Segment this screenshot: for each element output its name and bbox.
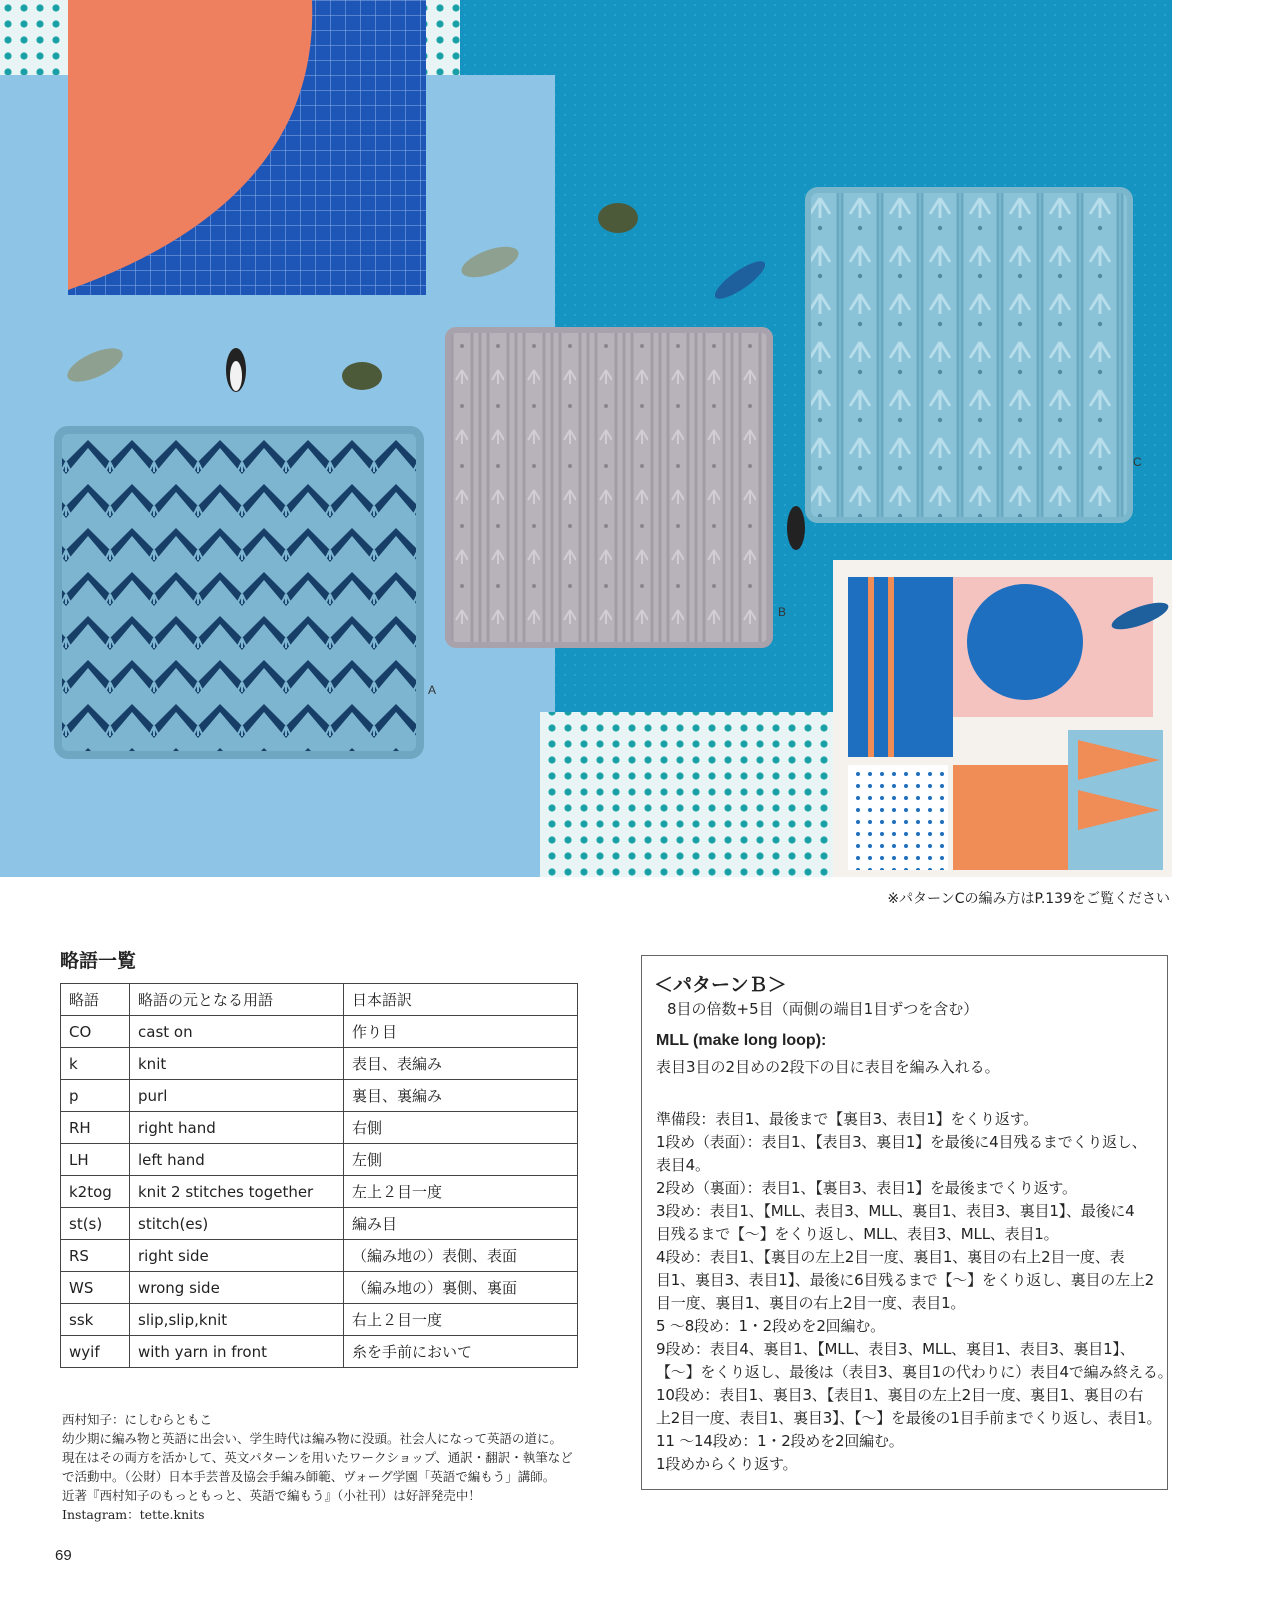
instruction-line: 10段め：表目1、裏目3、【表目1、裏目の左上2目一度、裏目1、裏目の右 (656, 1386, 1144, 1404)
table-row (61, 1208, 578, 1240)
pattern-instructions (656, 1108, 1173, 1476)
translation-cell: 表目、表編み (344, 1048, 578, 1080)
term-cell: right side (130, 1240, 344, 1272)
abbr-cell: LH (61, 1144, 130, 1176)
term-cell: left hand (130, 1144, 344, 1176)
term-cell: cast on (130, 1016, 344, 1048)
abbreviation-table (60, 983, 578, 1368)
swatch-label-a: A (428, 683, 437, 697)
abbr-cell: RS (61, 1240, 130, 1272)
table-row (61, 1336, 578, 1368)
abbr-cell: st(s) (61, 1208, 130, 1240)
header-cell: 略語 (61, 984, 130, 1016)
instruction-line: 準備段：表目1、最後まで【裏目3、表目1】をくり返す。 (656, 1110, 1039, 1128)
bio-line: 近著『西村知子のもっともっと、英語で編もう』（小社刊）は好評発売中！ (62, 1488, 481, 1503)
mll-title: MLL (make long loop): (656, 1032, 827, 1049)
instruction-line: 2段め（裏面）：表目1、【裏目3、表目1】を最後までくり返す。 (656, 1179, 1077, 1197)
table-row (61, 1240, 578, 1272)
instruction-line: 【〜】をくり返し、最後は（表目3、裏目1の代わりに）表目4で編み終える。 (656, 1363, 1173, 1381)
table-header-row (61, 984, 578, 1016)
bio-line: Instagram：tette.knits (62, 1507, 205, 1522)
translation-cell: （編み地の）裏側、裏面 (344, 1272, 578, 1304)
abbr-cell: WS (61, 1272, 130, 1304)
term-cell: right hand (130, 1112, 344, 1144)
table-row (61, 1048, 578, 1080)
term-cell: knit (130, 1048, 344, 1080)
abbr-cell: k2tog (61, 1176, 130, 1208)
instruction-line: 1段め（表面）：表目1、【表目3、裏目1】を最後に4目残るまでくり返し、 (656, 1133, 1147, 1151)
translation-cell: 右上２目一度 (344, 1304, 578, 1336)
instruction-line: 1段めからくり返す。 (656, 1455, 798, 1473)
abbr-cell: k (61, 1048, 130, 1080)
translation-cell: 糸を手前において (344, 1336, 578, 1368)
swatch-label-c: C (1133, 455, 1142, 469)
term-cell: knit 2 stitches together (130, 1176, 344, 1208)
mll-description: 表目3目の2目めの2段下の目に表目を編み入れる。 (656, 1058, 1000, 1076)
translation-cell: （編み地の）表側、表面 (344, 1240, 578, 1272)
instruction-line: 表目4。 (656, 1156, 710, 1174)
table-row (61, 1080, 578, 1112)
term-cell: stitch(es) (130, 1208, 344, 1240)
bio-line: で活動中。（公財）日本手芸普及協会手編み師範、ヴォーグ学園「英語で編もう」講師。 (62, 1469, 556, 1484)
table-row (61, 1144, 578, 1176)
term-cell: with yarn in front (130, 1336, 344, 1368)
translation-cell: 作り目 (344, 1016, 578, 1048)
abbr-cell: ssk (61, 1304, 130, 1336)
instruction-line: 4段め：表目1、【裏目の左上2目一度、裏目1、裏目の右上2目一度、表 (656, 1248, 1125, 1266)
abbr-cell: RH (61, 1112, 130, 1144)
pattern-b-box (641, 955, 1173, 1490)
term-cell: purl (130, 1080, 344, 1112)
table-row (61, 1112, 578, 1144)
bio-line: 幼少期に編み物と英語に出会い、学生時代は編み物に没頭。社会人になって英語の道に。 (62, 1431, 563, 1446)
instruction-line: 目1、裏目3、表目1】、最後に6目残るまで【〜】をくり返し、裏目の左上2 (656, 1271, 1155, 1289)
translation-cell: 編み目 (344, 1208, 578, 1240)
instruction-line: 目一度、裏目1、裏目の右上2目一度、表目1。 (656, 1294, 966, 1312)
instruction-line: 上2目一度、表目1、裏目3】、【〜】を最後の1目手前までくり返し、表目1。 (656, 1409, 1162, 1427)
abbreviation-title: 略語一覧 (60, 950, 137, 972)
bio-line: 現在はその両方を活かして、英文パターンを用いたワークショップ、通訳・翻訳・執筆など (62, 1450, 573, 1465)
abbr-cell: wyif (61, 1336, 130, 1368)
instruction-line: 5 〜8段め：1・2段めを2回編む。 (656, 1317, 885, 1335)
abbr-cell: p (61, 1080, 130, 1112)
instruction-line: 9段め：表目4、裏目1、【MLL、表目3、MLL、裏目1、表目3、裏目1】、 (656, 1340, 1135, 1358)
page-number: 69 (55, 1547, 72, 1564)
table-row (61, 1272, 578, 1304)
table-row (61, 1016, 578, 1048)
instruction-line: 目残るまで【〜】をくり返し、MLL、表目3、MLL、表目1。 (656, 1225, 1059, 1243)
term-cell: wrong side (130, 1272, 344, 1304)
translation-cell: 右側 (344, 1112, 578, 1144)
photo-note: ※パターンCの編み方はP.139をご覧ください (887, 891, 1170, 907)
instruction-line: 3段め：表目1、【MLL、表目3、MLL、裏目1、表目3、裏目1】、最後に4 (656, 1202, 1135, 1220)
translation-cell: 左側 (344, 1144, 578, 1176)
term-cell: slip,slip,knit (130, 1304, 344, 1336)
instruction-line: 11 〜14段め：1・2段めを2回編む。 (656, 1432, 904, 1450)
header-cell: 日本語訳 (344, 984, 578, 1016)
bio-line: 西村知子：にしむらともこ (62, 1412, 213, 1427)
author-bio (62, 1410, 602, 1524)
translation-cell: 裏目、裏編み (344, 1080, 578, 1112)
header-cell: 略語の元となる用語 (130, 984, 344, 1016)
pattern-title: ＜パターンＢ＞ (654, 974, 787, 996)
pattern-subtitle: 8目の倍数+5目（両側の端目1目ずつを含む） (667, 1000, 979, 1018)
translation-cell: 左上２目一度 (344, 1176, 578, 1208)
swatch-label-b: B (778, 605, 787, 619)
abbr-cell: CO (61, 1016, 130, 1048)
table-row (61, 1304, 578, 1336)
table-row (61, 1176, 578, 1208)
